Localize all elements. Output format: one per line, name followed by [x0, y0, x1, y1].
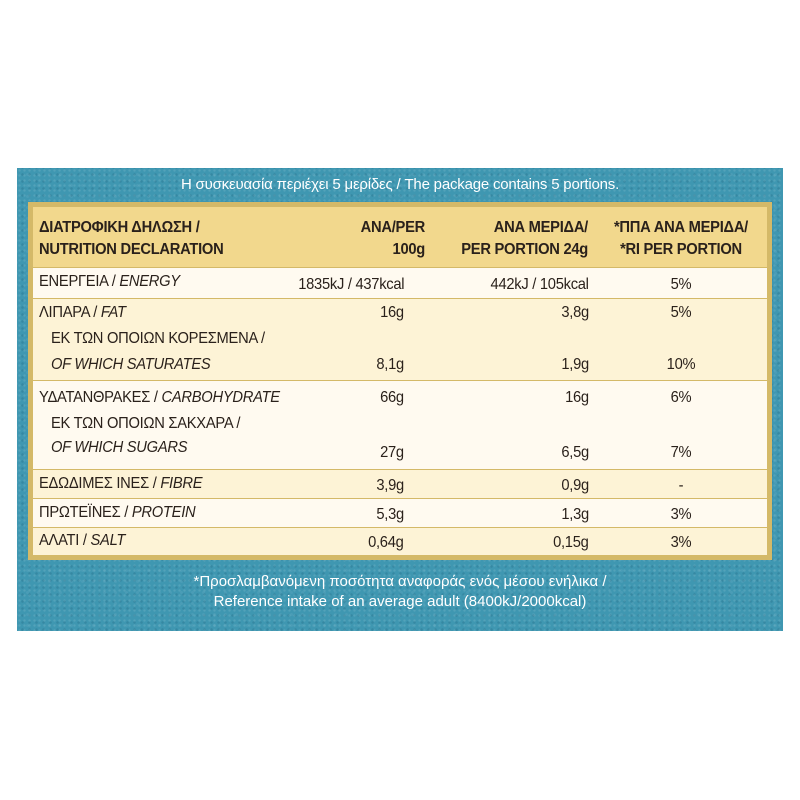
sugars-per-portion: 6,5g	[561, 444, 589, 461]
carbohydrate-per-portion: 16g	[565, 389, 589, 406]
protein-ri: 3%	[670, 506, 692, 523]
header-nutrition-declaration: ΔΙΑΤΡΟΦΙΚΗ ΔΗΛΩΣΗ / NUTRITION DECLARATION	[39, 219, 224, 258]
fat-per-portion: 3,8g	[561, 304, 589, 321]
protein-label: ΠΡΩΤΕΪΝΕΣ / PROTEIN	[39, 504, 196, 521]
table-row-fat	[33, 298, 767, 380]
salt-ri: 3%	[670, 534, 692, 551]
table-header	[33, 207, 767, 268]
fat-per-100g: 16g	[380, 304, 404, 321]
fibre-per-100g: 3,9g	[376, 477, 404, 494]
fibre-label: ΕΔΩΔΙΜΕΣ ΙΝΕΣ / FIBRE	[39, 475, 203, 492]
carbohydrate-per-100g: 66g	[380, 389, 404, 406]
fibre-per-portion: 0,9g	[561, 477, 589, 494]
fat-ri: 5%	[670, 304, 692, 321]
table-row-carbohydrate	[33, 380, 767, 469]
table-row-energy	[33, 268, 767, 298]
saturates-ri: 10%	[666, 356, 696, 373]
salt-per-portion: 0,15g	[553, 534, 589, 551]
reference-intake-footnote: *Προσλαμβανόμενη ποσότητα αναφοράς ενός μέσου ενήλικα / Reference intake of an average adult (8400kJ/2000kcal)	[193, 573, 607, 610]
header-per-portion: ΑΝΑ ΜΕΡΙΔΑ/ PER PORTION 24g	[461, 219, 588, 258]
protein-per-portion: 1,3g	[561, 506, 589, 523]
header-ri-per-portion: *ΠΠΑ ΑΝΑ ΜΕΡΙΔΑ/ *RI PER PORTION	[613, 219, 749, 258]
table-row-fibre	[33, 469, 767, 498]
fibre-ri: -	[678, 477, 684, 494]
salt-per-100g: 0,64g	[368, 534, 404, 551]
sugars-per-100g: 27g	[380, 444, 404, 461]
package-portions-note: Η συσκευασία περιέχει 5 μερίδες / The package contains 5 portions.	[180, 176, 620, 193]
energy-per-portion: 442kJ / 105kcal	[490, 276, 589, 293]
protein-per-100g: 5,3g	[376, 506, 404, 523]
sugars-label-en: OF WHICH SUGARS	[51, 439, 188, 456]
salt-label: ΑΛΑΤΙ / SALT	[39, 532, 126, 549]
sugars-ri: 7%	[670, 444, 692, 461]
fat-label: ΛΙΠΑΡΑ / FAT	[39, 304, 126, 321]
saturates-per-100g: 8,1g	[376, 356, 404, 373]
nutrition-table	[28, 202, 772, 560]
saturates-per-portion: 1,9g	[561, 356, 589, 373]
table-row-salt	[33, 527, 767, 555]
sugars-label-gr: ΕΚ ΤΩΝ ΟΠΟΙΩΝ ΣΑΚΧΑΡΑ /	[51, 415, 241, 432]
saturates-label-gr: ΕΚ ΤΩΝ ΟΠΟΙΩΝ ΚΟΡΕΣΜΕΝΑ /	[51, 330, 265, 347]
nutrition-table-body	[33, 207, 767, 555]
nutrition-panel	[17, 168, 783, 631]
energy-label: ΕΝΕΡΓΕΙΑ / ENERGY	[39, 273, 180, 290]
header-per-100g: ΑΝΑ/PER 100g	[360, 219, 425, 258]
carbohydrate-label: ΥΔΑΤΑΝΘΡΑΚΕΣ / CARBOHYDRATE	[39, 389, 280, 406]
saturates-label-en: OF WHICH SATURATES	[51, 356, 211, 373]
carbohydrate-ri: 6%	[670, 389, 692, 406]
table-row-protein	[33, 498, 767, 527]
energy-per-100g: 1835kJ / 437kcal	[297, 276, 404, 293]
energy-ri: 5%	[670, 276, 692, 293]
